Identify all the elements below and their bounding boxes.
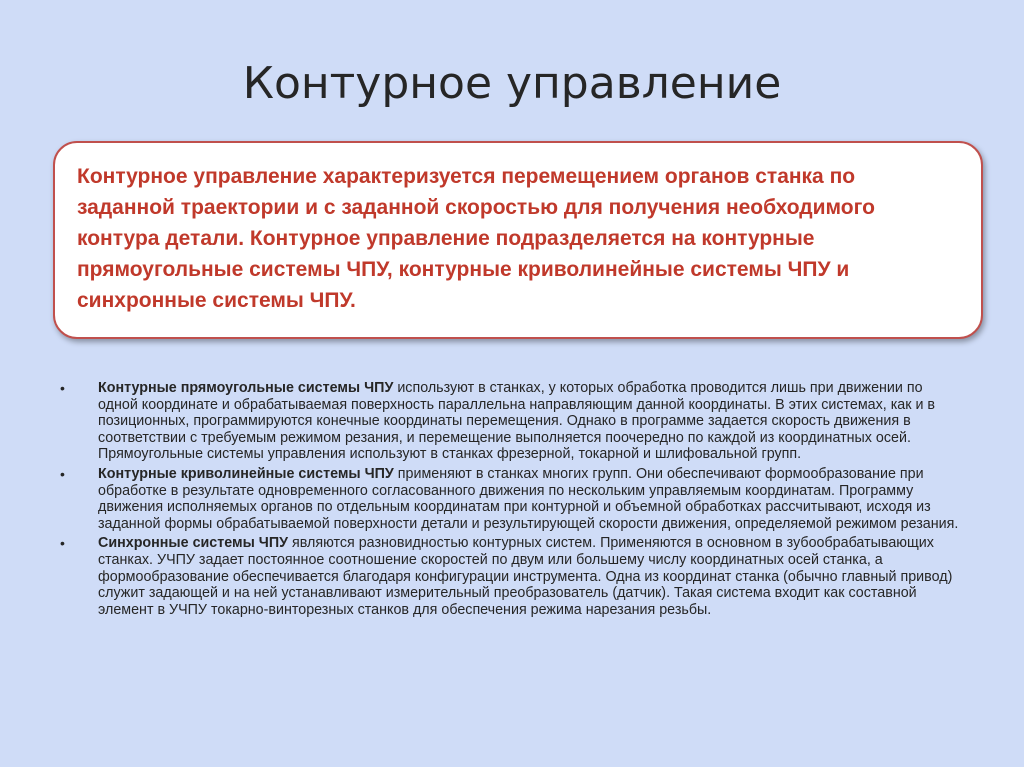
bullet-lead-synchronous: Синхронные системы ЧПУ — [98, 535, 288, 552]
bullet-item-curvilinear — [60, 466, 960, 532]
bullet-item-synchronous — [60, 535, 960, 618]
bullet-list — [60, 380, 960, 621]
bullet-text-curvilinear: применяют в станках многих групп. Они обеспечивают формообразование при обработке в результате одновременного согласованного движения по нескольким управляемым координатам. Программу движения исполняемых органов по отдельным координатам при контурной и объемной обработках рассчитывают, исходя из заданной формы обрабатываемой поверхности детали и результирующей скорости движения, определяемой режимом резания. — [98, 465, 959, 532]
bullet-marker: • — [60, 535, 65, 552]
bullet-text-rectangular: используют в станках, у которых обработка проводится лишь при движении по одной координате и обрабатываемая поверхность параллельна направляющим данной координаты. В этих системах, как и в позиционных, программируются конечные координаты перемещения. Однако в программе задается скорость движения в соответствии с требуемым режимом резания, и перемещение выполняется поочередно по каждой из координатных осей. Прямоугольные системы управления используют в станках фрезерной, токарной и шлифовальной групп. — [98, 380, 936, 463]
bullet-marker: • — [60, 465, 65, 482]
definition-callout-text: Контурное управление характеризуется перемещением органов станка по заданной траектории и с заданной скоростью для получения необходимого контура детали. Контурное управление подразделяется на контурные прямоугольные системы ЧПУ, контурные криволинейные системы ЧПУ и синхронные системы ЧПУ. — [77, 165, 875, 312]
slide-title: Контурное управление — [242, 58, 782, 109]
bullet-lead-curvilinear: Контурные криволинейные системы ЧПУ — [98, 465, 394, 482]
bullet-item-rectangular — [60, 380, 960, 463]
bullet-lead-rectangular: Контурные прямоугольные системы ЧПУ — [98, 380, 394, 396]
bullet-marker: • — [60, 380, 65, 396]
definition-callout-box — [53, 141, 983, 339]
bullet-text-synchronous: являются разновидностью контурных систем. Применяются в основном в зубообрабатывающих станках. УЧПУ задает постоянное соотношение скоростей по двум или большему числу координатных осей станка, а формообразование обеспечивается благодаря конфигурации инструмента. Одна из координат станка (обычно главный привод) служит задающей и на ней устанавливают измерительный преобразователь (датчик). Такая система входит как составной элемент в УЧПУ токарно-винторезных станков для обеспечения режима нарезания резьбы. — [98, 535, 953, 618]
